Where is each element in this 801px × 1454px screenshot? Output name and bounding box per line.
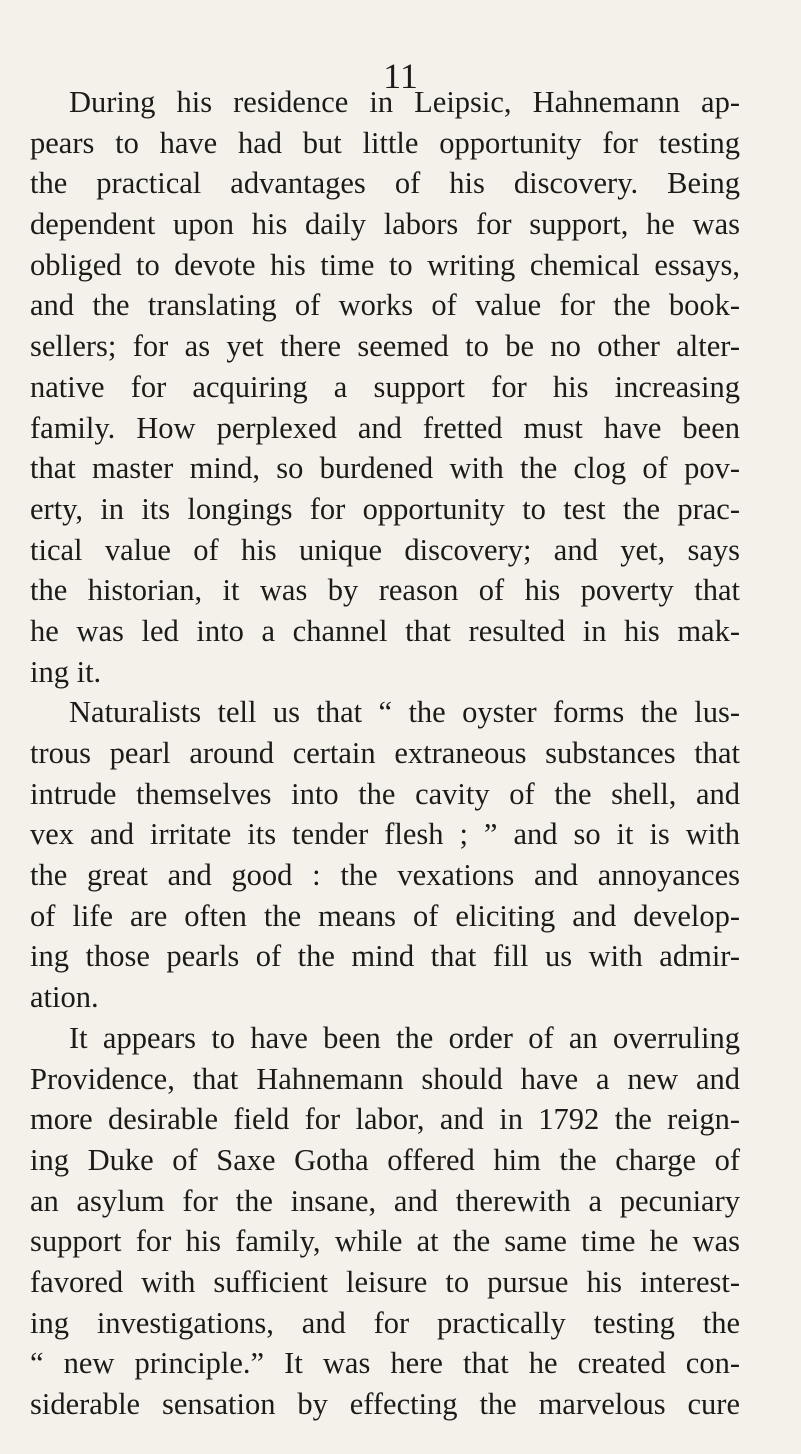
text-line: ation.	[30, 980, 99, 1015]
text-line: family. How perplexed and fretted must have been	[30, 410, 740, 445]
text-line: obliged to devote his time to writing chemical essays,	[30, 247, 740, 282]
text-line: favored with sufficient leisure to pursue his interest-	[30, 1264, 740, 1299]
text-line: dependent upon his daily labors for support, he was	[30, 207, 740, 242]
page-number: 11	[383, 56, 418, 96]
text-line: the practical advantages of his discovery. Being	[30, 166, 740, 201]
text-line: native for acquiring a support for his increasing	[30, 369, 740, 404]
text-line: ing Duke of Saxe Gotha offered him the charge of	[30, 1142, 740, 1177]
text-line: the historian, it was by reason of his poverty that	[30, 573, 740, 608]
text-line: ing investigations, and for practically testing the	[30, 1305, 740, 1340]
text-line: During his residence in Leipsic, Hahnemann ap-	[69, 85, 740, 119]
text-line: that master mind, so burdened with the clog of pov-	[30, 451, 740, 486]
text-line: intrude themselves into the cavity of the shell, and	[30, 776, 740, 811]
text-line: more desirable field for labor, and in 1792 the reign-	[30, 1102, 740, 1137]
text-line: and the translating of works of value for the book-	[30, 288, 740, 323]
text-line: “ new principle.” It was here that he created con-	[30, 1346, 740, 1381]
text-line: sellers; for as yet there seemed to be no other alter-	[30, 329, 740, 364]
text-line: he was led into a channel that resulted in his mak-	[30, 613, 740, 648]
text-line: an asylum for the insane, and therewith a pecuniary	[30, 1183, 740, 1218]
paragraph-3	[30, 1018, 740, 1425]
text-line: of life are often the means of eliciting and develop-	[30, 898, 740, 933]
text-line: tical value of his unique discovery; and yet, says	[30, 532, 740, 567]
text-line: Providence, that Hahnemann should have a new and	[30, 1061, 740, 1096]
paragraph-1	[30, 82, 740, 692]
text-line: erty, in its longings for opportunity to test the prac-	[30, 491, 740, 526]
text-line: ing it.	[30, 654, 102, 689]
paragraph-2	[30, 692, 740, 1018]
text-line: the great and good : the vexations and annoyances	[30, 858, 740, 893]
text-line: support for his family, while at the same time he was	[30, 1224, 740, 1259]
text-line: vex and irritate its tender flesh ; ” and so it is with	[30, 817, 740, 852]
text-line: It appears to have been the order of an overruling	[69, 1020, 740, 1055]
text-line: ing those pearls of the mind that fill us with admir-	[30, 939, 740, 974]
body-text	[30, 82, 740, 1425]
text-line: Naturalists tell us that “ the oyster forms the lus-	[69, 695, 740, 730]
text-line: siderable sensation by effecting the marvelous cure	[30, 1387, 740, 1421]
text-line: trous pearl around certain extraneous substances that	[30, 736, 740, 770]
text-line: pears to have had but little opportunity for testing	[30, 125, 740, 160]
